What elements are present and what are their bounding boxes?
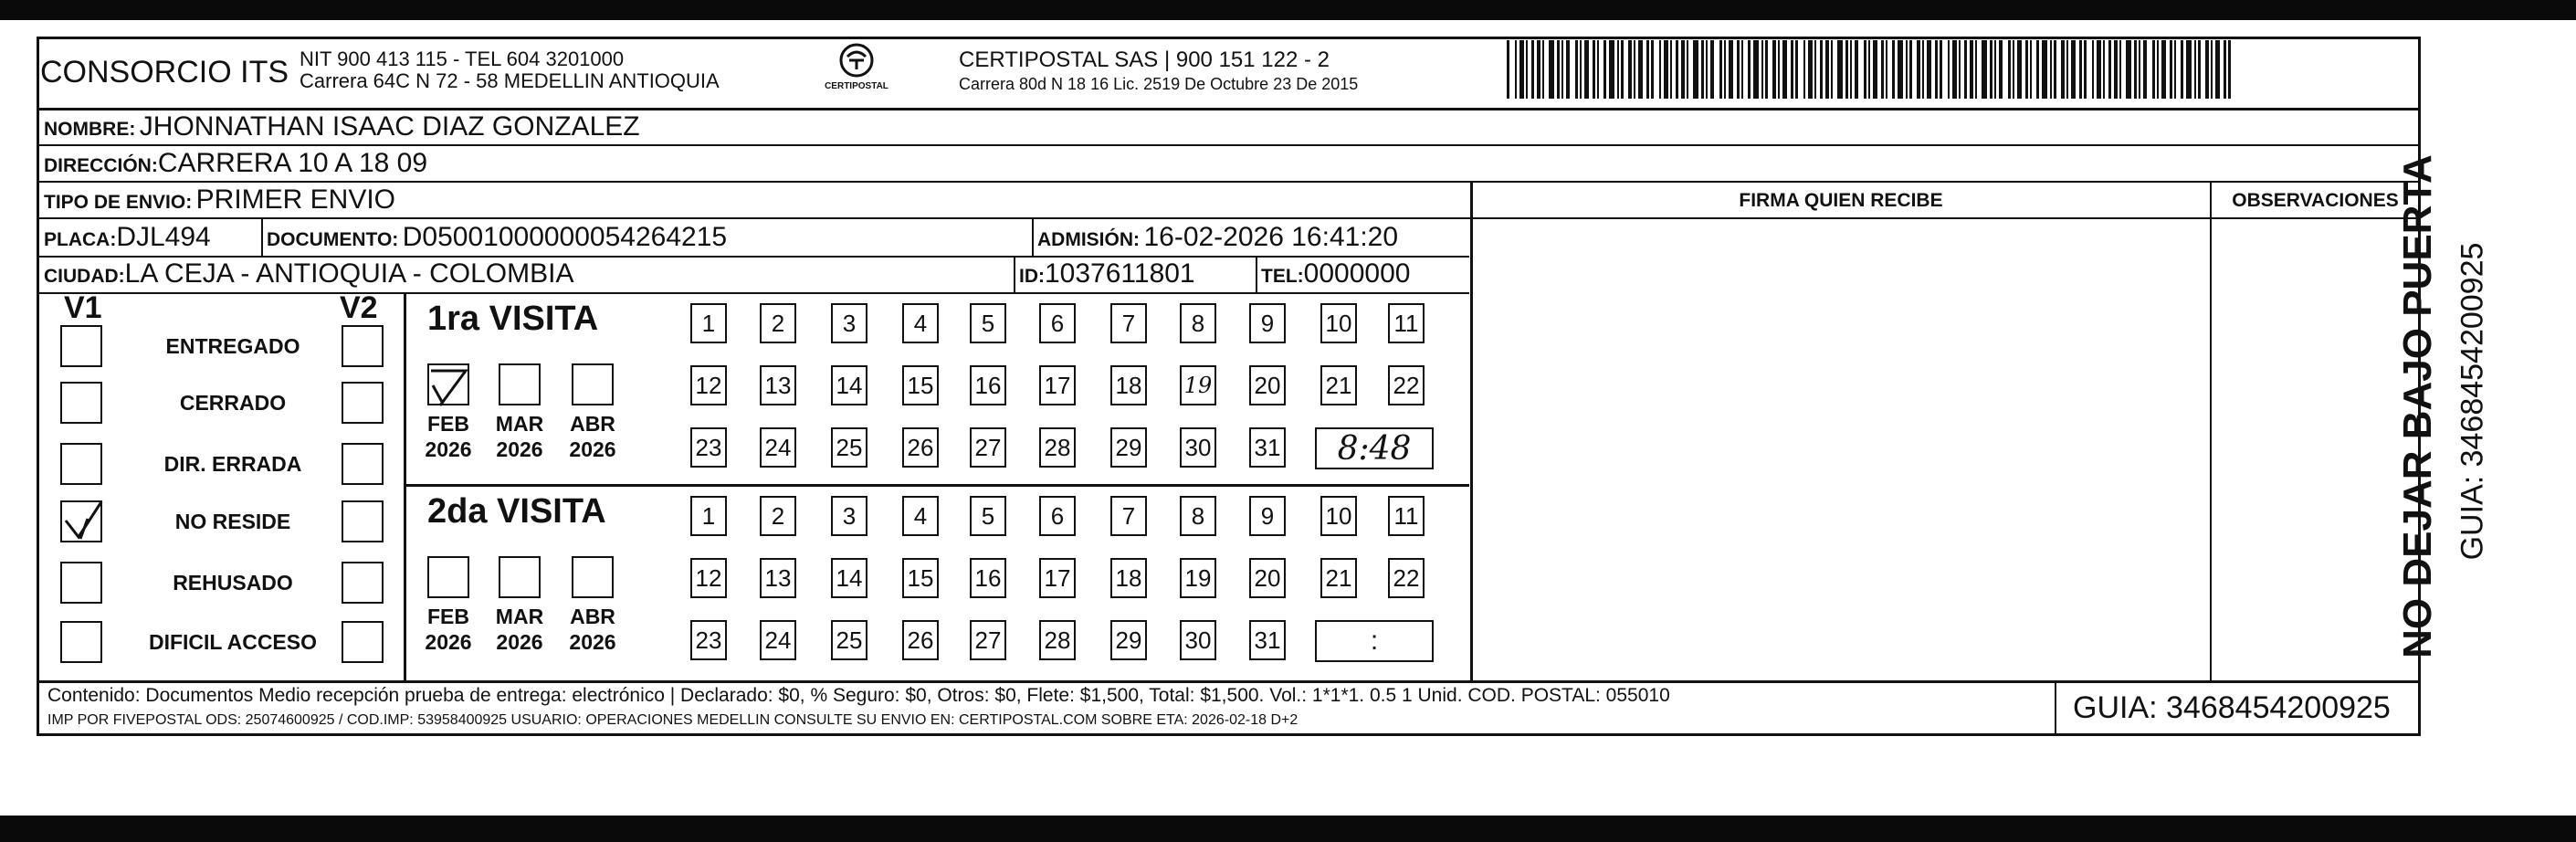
- visit-time-box[interactable]: [1315, 620, 1434, 662]
- placa-value: DJL494: [116, 222, 211, 252]
- v1-checkbox[interactable]: [60, 500, 102, 542]
- month-checkbox[interactable]: [499, 556, 541, 598]
- v2-checkbox[interactable]: [342, 325, 384, 367]
- top-edge-bar: [0, 0, 2576, 20]
- month-label: [416, 604, 480, 655]
- month-year: 2026: [496, 437, 543, 461]
- day-box-8[interactable]: 8: [1180, 496, 1216, 536]
- day-box-11[interactable]: 11: [1388, 303, 1425, 343]
- day-box-12[interactable]: 12: [690, 365, 727, 405]
- day-box-25[interactable]: 25: [831, 427, 867, 468]
- firma-header: FIRMA QUIEN RECIBE: [1739, 190, 1943, 211]
- day-box-22[interactable]: 22: [1388, 558, 1425, 598]
- month-checkbox[interactable]: [427, 363, 469, 405]
- tel-row: TEL:0000000: [1261, 258, 1411, 289]
- day-box-5[interactable]: 5: [970, 303, 1006, 343]
- day-box-13[interactable]: 13: [760, 365, 796, 405]
- day-box-28[interactable]: 28: [1039, 427, 1076, 468]
- day-box-12[interactable]: 12: [690, 558, 727, 598]
- day-box-26[interactable]: 26: [902, 620, 939, 660]
- carrier-name: CERTIPOSTAL SAS | 900 151 122 - 2: [959, 47, 1330, 72]
- month-name: ABR: [570, 412, 615, 436]
- day-box-31[interactable]: 31: [1249, 620, 1286, 660]
- observaciones-header: OBSERVACIONES: [2232, 190, 2399, 211]
- v2-checkbox[interactable]: [342, 443, 384, 485]
- ciudad-row: CIUDAD:LA CEJA - ANTIOQUIA - COLOMBIA: [44, 258, 574, 289]
- day-box-6[interactable]: 6: [1039, 303, 1076, 343]
- nombre-row: NOMBRE: JHONNATHAN ISAAC DIAZ GONZALEZ: [44, 111, 640, 142]
- v2-checkbox[interactable]: [342, 562, 384, 604]
- tel-value: 0000000: [1303, 258, 1411, 289]
- day-box-1[interactable]: 1: [690, 303, 727, 343]
- month-label: [488, 411, 552, 462]
- month-name: ABR: [570, 605, 615, 628]
- month-name: FEB: [427, 605, 469, 628]
- month-label: [561, 411, 625, 462]
- v1-checkbox[interactable]: [60, 443, 102, 485]
- status-label: DIFICIL ACCESO: [148, 630, 317, 654]
- v1-checkbox[interactable]: [60, 382, 102, 424]
- day-box-23[interactable]: 23: [690, 620, 727, 660]
- day-box-29[interactable]: 29: [1110, 427, 1147, 468]
- check-mark-icon: [429, 365, 471, 407]
- month-name: MAR: [495, 412, 544, 436]
- day-box-21[interactable]: 21: [1320, 558, 1357, 598]
- status-label: REHUSADO: [173, 571, 293, 595]
- company-name: CONSORCIO ITS: [40, 55, 289, 89]
- month-checkbox[interactable]: [499, 363, 541, 405]
- day-box-24[interactable]: 24: [760, 427, 796, 468]
- day-box-3[interactable]: 3: [831, 303, 867, 343]
- month-year: 2026: [425, 630, 472, 654]
- bottom-edge-bar: [0, 816, 2576, 842]
- tipo-row: TIPO DE ENVIO: PRIMER ENVIO: [44, 184, 396, 215]
- v2-checkbox[interactable]: [342, 382, 384, 424]
- day-box-14[interactable]: 14: [831, 558, 867, 598]
- status-label: ENTREGADO: [165, 334, 300, 358]
- visit-time-value: 8:48: [1337, 429, 1412, 468]
- month-label: [561, 604, 625, 655]
- placa-row: PLACA:DJL494: [44, 222, 211, 252]
- admision-value: 16-02-2026 16:41:20: [1143, 222, 1399, 252]
- day-box-15[interactable]: 15: [902, 365, 939, 405]
- day-box-19[interactable]: 19: [1180, 558, 1216, 598]
- day-box-4[interactable]: 4: [902, 303, 939, 343]
- no-dejar-warning: NO DEJAR BAJO PUERTA: [2395, 154, 2440, 658]
- direccion-value: CARRERA 10 A 18 09: [157, 148, 428, 178]
- documento-row: DOCUMENTO: D05001000000054264215: [267, 222, 728, 252]
- company-nit: NIT 900 413 115 - TEL 604 3201000: [300, 47, 625, 70]
- day-box-16[interactable]: 16: [970, 558, 1006, 598]
- v2-checkbox[interactable]: [342, 500, 384, 542]
- nombre-value: JHONNATHAN ISAAC DIAZ GONZALEZ: [139, 111, 640, 142]
- visit-title: 1ra VISITA: [427, 300, 599, 338]
- day-box-1[interactable]: 1: [690, 496, 727, 536]
- day-box-2[interactable]: 2: [760, 496, 796, 536]
- day-box-10[interactable]: 10: [1320, 303, 1357, 343]
- status-label: CERRADO: [179, 391, 287, 415]
- day-box-4[interactable]: 4: [902, 496, 939, 536]
- day-box-19[interactable]: [1180, 365, 1216, 405]
- side-guia: GUIA: 3468454200925: [2455, 242, 2490, 561]
- month-year: 2026: [569, 630, 616, 654]
- month-year: 2026: [496, 630, 543, 654]
- day-box-18[interactable]: 18: [1110, 365, 1147, 405]
- day-box-14[interactable]: 14: [831, 365, 867, 405]
- visit-title: 2da VISITA: [427, 492, 606, 531]
- handwritten-day-mark: 19: [1183, 373, 1213, 398]
- day-box-7[interactable]: 7: [1110, 303, 1147, 343]
- tipo-value: PRIMER ENVIO: [195, 184, 396, 215]
- visit-time-value: :: [1370, 626, 1379, 656]
- day-box-24[interactable]: 24: [760, 620, 796, 660]
- company-address: Carrera 64C N 72 - 58 MEDELLIN ANTIOQUIA: [300, 69, 720, 92]
- day-box-21[interactable]: 21: [1320, 365, 1357, 405]
- status-label: NO RESIDE: [174, 510, 291, 533]
- direccion-row: DIRECCIÓN:CARRERA 10 A 18 09: [44, 148, 428, 178]
- day-box-7[interactable]: 7: [1110, 496, 1147, 536]
- day-box-9[interactable]: 9: [1249, 303, 1286, 343]
- month-label: [488, 604, 552, 655]
- v2-checkbox[interactable]: [342, 621, 384, 663]
- day-box-3[interactable]: 3: [831, 496, 867, 536]
- check-mark-icon: [62, 502, 104, 544]
- v1-checkbox[interactable]: [60, 562, 102, 604]
- ciudad-value: LA CEJA - ANTIOQUIA - COLOMBIA: [124, 258, 574, 289]
- month-checkbox[interactable]: [572, 556, 614, 598]
- admision-row: ADMISIÓN: 16-02-2026 16:41:20: [1037, 222, 1399, 252]
- day-box-22[interactable]: 22: [1388, 365, 1425, 405]
- day-box-17[interactable]: 17: [1039, 558, 1076, 598]
- day-box-15[interactable]: 15: [902, 558, 939, 598]
- day-box-31[interactable]: 31: [1249, 427, 1286, 468]
- id-row: ID:1037611801: [1019, 258, 1195, 289]
- day-box-20[interactable]: 20: [1249, 365, 1286, 405]
- day-box-30[interactable]: 30: [1180, 620, 1216, 660]
- month-name: MAR: [495, 605, 544, 628]
- day-box-11[interactable]: 11: [1388, 496, 1425, 536]
- day-box-30[interactable]: 30: [1180, 427, 1216, 468]
- day-box-27[interactable]: 27: [970, 620, 1006, 660]
- footer-content: Contenido: Documentos Medio recepción prueba de entrega: electrónico | Declarado: $0, % Seguro: $0, Otros: $0, Flete: $1,500, Total: $1,500. Vol.: 1*1*1. 0.5 1 Unid. COD. POSTAL: 055010: [47, 685, 1670, 706]
- certipostal-logo: CERTIPOSTAL: [820, 42, 893, 91]
- v1-header: V1: [64, 290, 102, 325]
- day-box-29[interactable]: 29: [1110, 620, 1147, 660]
- day-box-20[interactable]: 20: [1249, 558, 1286, 598]
- day-box-16[interactable]: 16: [970, 365, 1006, 405]
- documento-value: D05001000000054264215: [402, 222, 728, 252]
- month-checkbox[interactable]: [427, 556, 469, 598]
- day-box-26[interactable]: 26: [902, 427, 939, 468]
- status-label: DIR. ERRADA: [163, 452, 302, 476]
- month-checkbox[interactable]: [572, 363, 614, 405]
- day-box-25[interactable]: 25: [831, 620, 867, 660]
- day-box-10[interactable]: 10: [1320, 496, 1357, 536]
- day-box-2[interactable]: 2: [760, 303, 796, 343]
- v1-checkbox[interactable]: [60, 621, 102, 663]
- day-box-9[interactable]: 9: [1249, 496, 1286, 536]
- month-label: [416, 411, 480, 462]
- day-box-27[interactable]: 27: [970, 427, 1006, 468]
- id-value: 1037611801: [1045, 258, 1195, 289]
- month-year: 2026: [569, 437, 616, 461]
- footer-print-info: IMP POR FIVEPOSTAL ODS: 25074600925 / COD.IMP: 53958400925 USUARIO: OPERACIONES MEDELLIN CONSULTE SU ENVIO EN: CERTIPOSTAL.COM SOBRE ETA: 2026-02-18 D+2: [47, 712, 1299, 728]
- month-year: 2026: [425, 437, 472, 461]
- day-box-18[interactable]: 18: [1110, 558, 1147, 598]
- footer-guia: GUIA: 3468454200925: [2073, 690, 2391, 725]
- day-box-23[interactable]: 23: [690, 427, 727, 468]
- carrier-address: Carrera 80d N 18 16 Lic. 2519 De Octubre 23 De 2015: [959, 75, 1359, 93]
- day-box-8[interactable]: 8: [1180, 303, 1216, 343]
- month-name: FEB: [427, 412, 469, 436]
- day-box-13[interactable]: 13: [760, 558, 796, 598]
- day-box-6[interactable]: 6: [1039, 496, 1076, 536]
- day-box-5[interactable]: 5: [970, 496, 1006, 536]
- day-box-17[interactable]: 17: [1039, 365, 1076, 405]
- v2-header: V2: [340, 290, 378, 325]
- visit-time-box[interactable]: [1315, 427, 1434, 469]
- day-box-28[interactable]: 28: [1039, 620, 1076, 660]
- v1-checkbox[interactable]: [60, 325, 102, 367]
